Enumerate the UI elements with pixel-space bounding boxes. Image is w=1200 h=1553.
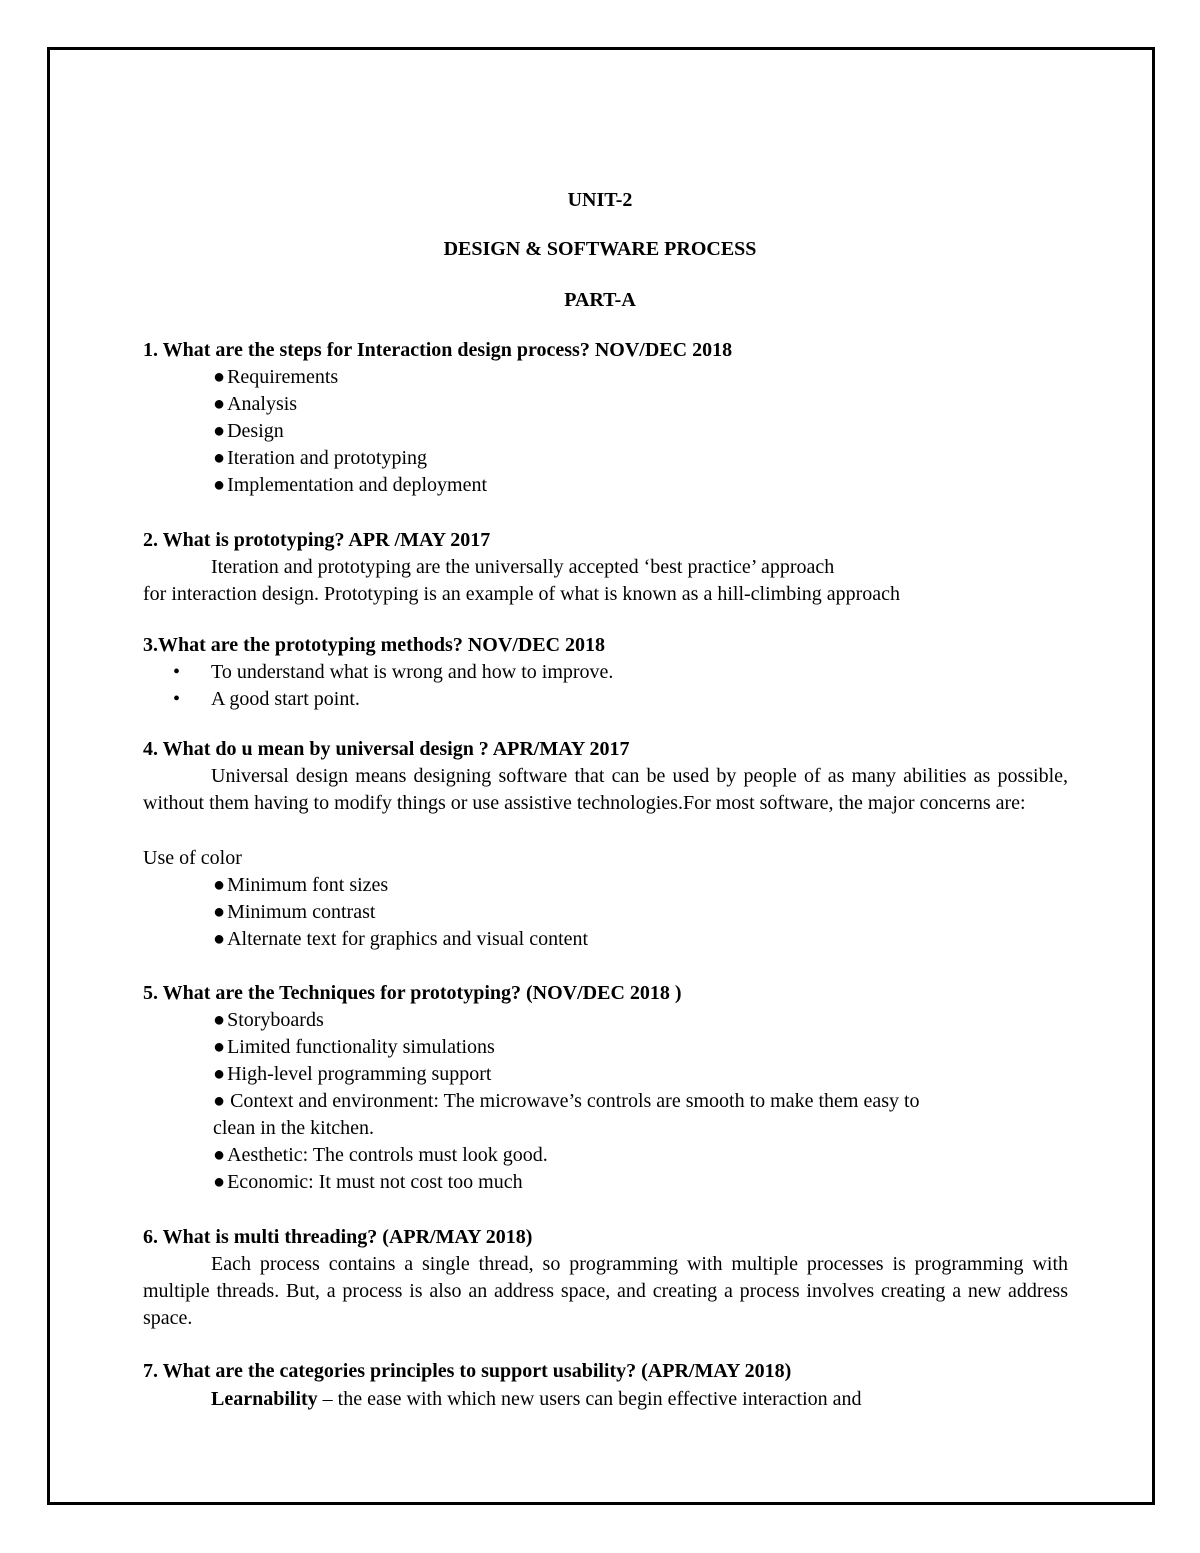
list-item: ● Iteration and prototyping — [213, 447, 428, 469]
bullet-icon: ● — [213, 474, 226, 496]
bullet-icon: ● — [213, 1009, 226, 1031]
bullet-icon: ● — [213, 1063, 226, 1085]
list-item: • A good start point. — [173, 686, 360, 713]
list-item: ● Minimum contrast — [213, 901, 376, 923]
answer-2-line-2: for interaction design. Prototyping is an example of what is known as a hill-climbing approach — [143, 583, 901, 605]
question-5: 5. What are the Techniques for prototyping? (NOV/DEC 2018 ) — [143, 982, 682, 1004]
bullet-icon: ● — [213, 366, 226, 388]
bullet-icon: ● — [213, 901, 226, 923]
answer-2-line-1: Iteration and prototyping are the universally accepted ‘best practice’ approach — [211, 556, 835, 578]
question-1: 1. What are the steps for Interaction design process? NOV/DEC 2018 — [143, 339, 733, 361]
list-item: ● Economic: It must not cost too much — [213, 1171, 523, 1193]
bullet-icon: ● — [213, 1171, 226, 1193]
answer-7-line: Learnability – the ease with which new users can begin effective interaction and — [211, 1388, 862, 1410]
bullet-icon: ● — [213, 447, 226, 469]
answer-4-paragraph: Universal design means designing software that can be used by people of as many abilities as possible, without them having to modify things or use assistive technologies.For most software, the major concerns are: — [143, 765, 1068, 814]
question-6: 6. What is multi threading? (APR/MAY 2018) — [143, 1226, 533, 1248]
document-title: DESIGN & SOFTWARE PROCESS — [443, 238, 757, 260]
term-learnability: Learnability — [211, 1388, 318, 1410]
list-item: • To understand what is wrong and how to improve. — [173, 659, 613, 686]
list-item: ● Analysis — [213, 393, 298, 415]
bullet-icon: ● — [213, 1090, 226, 1112]
list-item: ● Alternate text for graphics and visual content — [213, 928, 589, 950]
list-item: ● Implementation and deployment — [213, 474, 488, 496]
bullet-icon: ● — [213, 1144, 226, 1166]
list-item: ● Limited functionality simulations — [213, 1036, 495, 1058]
bullet-icon: ● — [213, 393, 226, 415]
bullet-icon: ● — [213, 420, 226, 442]
part-heading: PART-A — [564, 289, 636, 311]
bullet-icon: ● — [213, 874, 226, 896]
list-item: ● Requirements — [213, 366, 339, 388]
bullet-icon: • — [173, 661, 181, 683]
list-item: ● High-level programming support — [213, 1063, 492, 1085]
list-item: ● Context and environment: The microwave’s controls are smooth to make them easy to — [213, 1090, 920, 1112]
bullet-icon: • — [173, 688, 181, 710]
list-item: ● Minimum font sizes — [213, 874, 389, 896]
list-item: ● Design — [213, 420, 284, 442]
answer-4-subhead: Use of color — [143, 847, 242, 869]
bullet-icon: ● — [213, 1036, 226, 1058]
list-item: ● Storyboards — [213, 1009, 324, 1031]
unit-heading: UNIT-2 — [567, 189, 633, 211]
answer-6-paragraph: Each process contains a single thread, so programming with multiple processes is programming with multiple threads. But, a process is also an address space, and creating a process involves creating a new address space. — [143, 1253, 1068, 1329]
list-item: ● Aesthetic: The controls must look good. — [213, 1144, 548, 1166]
bullet-icon: ● — [213, 928, 226, 950]
question-4: 4. What do u mean by universal design ? APR/MAY 2017 — [143, 738, 630, 760]
question-2: 2. What is prototyping? APR /MAY 2017 — [143, 529, 491, 551]
question-7: 7. What are the categories principles to support usability? (APR/MAY 2018) — [143, 1360, 792, 1382]
list-item-continuation: clean in the kitchen. — [213, 1117, 375, 1139]
question-3: 3.What are the prototyping methods? NOV/DEC 2018 — [143, 634, 606, 656]
